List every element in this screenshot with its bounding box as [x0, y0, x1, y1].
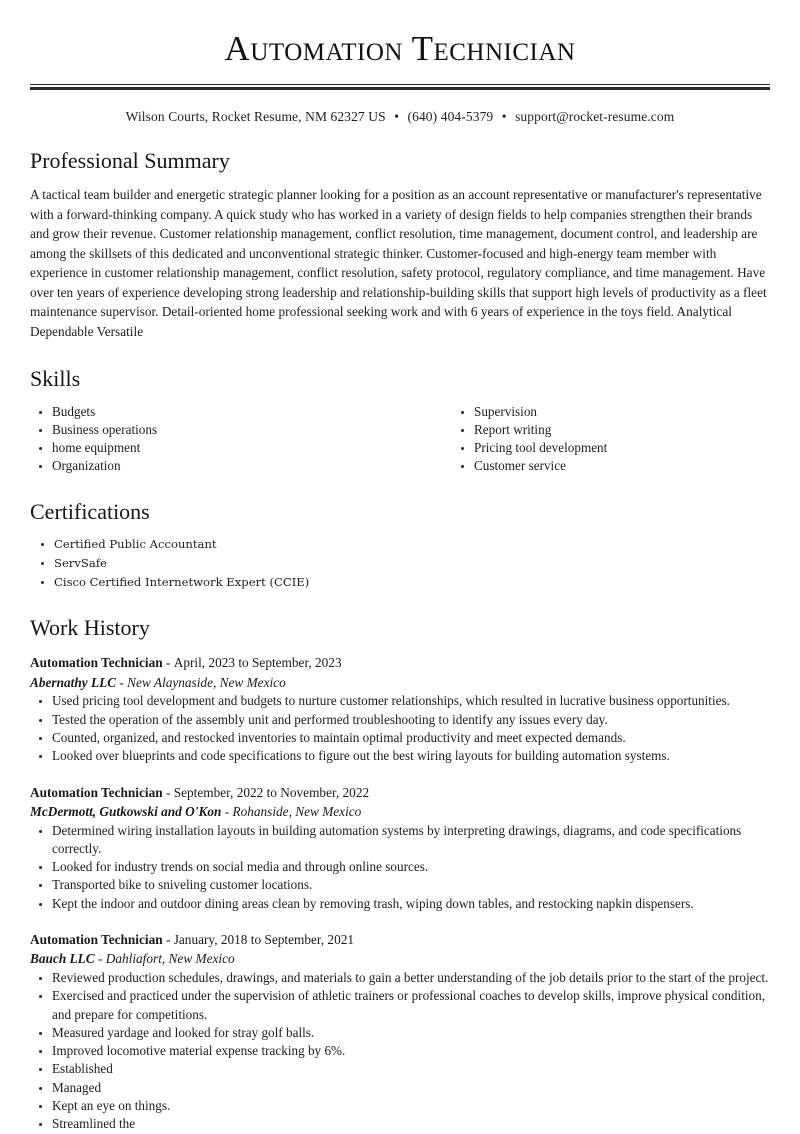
job-location: Dahliafort, New Mexico — [105, 951, 235, 967]
contact-email[interactable]: support@rocket-resume.com — [515, 108, 675, 124]
skills-column-left — [30, 403, 400, 475]
job-bullets — [30, 692, 770, 765]
job-title-line — [30, 784, 770, 803]
list-item: Tested the operation of the assembly unit and performed troubleshooting to identify any issues every day. — [30, 711, 770, 729]
job-company-line — [30, 674, 770, 693]
list-item: Cisco Certified Internetwork Expert (CCIE) — [30, 573, 770, 592]
job-title-line — [30, 931, 770, 950]
list-item: Report writing — [452, 421, 770, 439]
skills-list-left — [30, 403, 400, 475]
list-item: ServSafe — [30, 554, 770, 573]
job-bullets — [30, 969, 770, 1134]
list-item: Organization — [30, 457, 400, 475]
section-heading-certifications: Certifications — [30, 498, 150, 524]
job-title-line — [30, 654, 770, 673]
list-item: Kept an eye on things. — [30, 1097, 770, 1115]
list-item: Certified Public Accountant — [30, 535, 770, 554]
list-item: Improved locomotive material expense tracking by 6%. — [30, 1042, 770, 1060]
divider-line-thick — [30, 87, 770, 90]
header-divider — [30, 84, 770, 90]
list-item: Determined wiring installation layouts in building automation systems by interpreting drawings, diagrams, and code specifications correctly. — [30, 822, 770, 859]
list-item: Measured yardage and looked for stray golf balls. — [30, 1024, 770, 1042]
skills-list-right — [452, 403, 770, 475]
job-location: New Alaynaside, New Mexico — [127, 674, 286, 690]
list-item: Managed — [30, 1079, 770, 1097]
list-item: Used pricing tool development and budgets to nurture customer relationships, which resulted in lucrative business opportunities. — [30, 692, 770, 710]
certifications-list-wrap — [30, 535, 770, 592]
job-dates: January, 2018 to September, 2021 — [173, 931, 355, 947]
work-history-entry — [30, 784, 770, 913]
list-item: Pricing tool development — [452, 439, 770, 457]
list-item: Streamlined the — [30, 1115, 770, 1133]
job-dash: - — [119, 674, 124, 690]
job-company-line — [30, 950, 770, 969]
list-item: Established — [30, 1060, 770, 1078]
job-company: Bauch LLC — [30, 951, 95, 967]
list-item: Reviewed production schedules, drawings, and materials to gain a better understanding of the job details prior to the start of the project. — [30, 969, 770, 987]
section-heading-skills: Skills — [30, 366, 81, 392]
job-company-line — [30, 803, 770, 822]
job-title: Automation Technician — [30, 784, 163, 800]
list-item: home equipment — [30, 439, 400, 457]
contact-address: Wilson Courts, Rocket Resume, NM 62327 US — [125, 108, 386, 124]
job-title: Automation Technician — [30, 931, 163, 947]
skills-columns — [30, 403, 770, 475]
list-item: Supervision — [452, 403, 770, 421]
job-dash: - — [165, 931, 171, 947]
list-item: Business operations — [30, 421, 400, 439]
contact-phone: (640) 404-5379 — [407, 108, 494, 124]
work-history-entry — [30, 931, 770, 1134]
job-location: Rohanside, New Mexico — [232, 804, 362, 819]
list-item: Exercised and practiced under the supervision of athletic trainers or professional coaches to develop skills, improve physical condition, and prepare for competitions. — [30, 987, 770, 1024]
job-bullets — [30, 822, 770, 913]
section-heading-work-history: Work History — [30, 614, 150, 640]
job-dates: September, 2022 to November, 2022 — [173, 784, 370, 800]
contact-separator-1: • — [394, 108, 400, 124]
job-company: McDermott, Gutkowski and O'Kon — [30, 804, 222, 819]
work-history-entry — [30, 654, 770, 765]
list-item: Looked for industry trends on social media and through online sources. — [30, 858, 770, 876]
contact-line — [30, 109, 770, 125]
contact-separator-2: • — [501, 108, 507, 124]
job-dash: - — [97, 951, 103, 967]
list-item: Looked over blueprints and code specifications to figure out the best wiring layouts for building automation systems. — [30, 747, 770, 765]
job-title: Automation Technician — [30, 655, 163, 671]
job-dash: - — [165, 784, 171, 800]
list-item: Budgets — [30, 403, 400, 421]
job-dash: - — [165, 655, 171, 671]
work-history-list — [30, 654, 770, 1133]
skills-column-right — [400, 403, 770, 475]
job-company: Abernathy LLC — [30, 674, 117, 690]
list-item: Counted, organized, and restocked inventories to maintain optimal productivity and meet expected demands. — [30, 729, 770, 747]
page-title: Automation Technician — [224, 29, 576, 68]
list-item: Transported bike to sniveling customer locations. — [30, 876, 770, 894]
section-heading-professional-summary: Professional Summary — [30, 147, 230, 173]
list-item: Customer service — [452, 457, 770, 475]
professional-summary-text: A tactical team builder and energetic strategic planner looking for a position as an account representative or manufacturer's representative with a forward-thinking company. A quick study who has worked in a variety of design fields to help companies strengthen their brands and grow their revenue. Customer relationship management, conflict resolution, time management, document control, and leadership are among the skillsets of this dedicated and unconventional strategic thinker. Customer-focused and high-energy team member with experience in customer relationship management, conflict resolution, safety protocol, regulatory compliance, and time management. Have over ten years of experience developing strong leadership and relationship-building skills that support high levels of productivity as a fleet maintenance supervisor. Detail-oriented home professional seeking work and with 6 years of experience in the toys field. Analytical Dependable Versatile — [30, 187, 767, 339]
job-dates: April, 2023 to September, 2023 — [173, 655, 342, 671]
certifications-list — [30, 535, 770, 592]
job-dash: - — [224, 804, 230, 819]
list-item: Kept the indoor and outdoor dining areas clean by removing trash, wiping down tables, and restocking napkin dispensers. — [30, 895, 770, 913]
